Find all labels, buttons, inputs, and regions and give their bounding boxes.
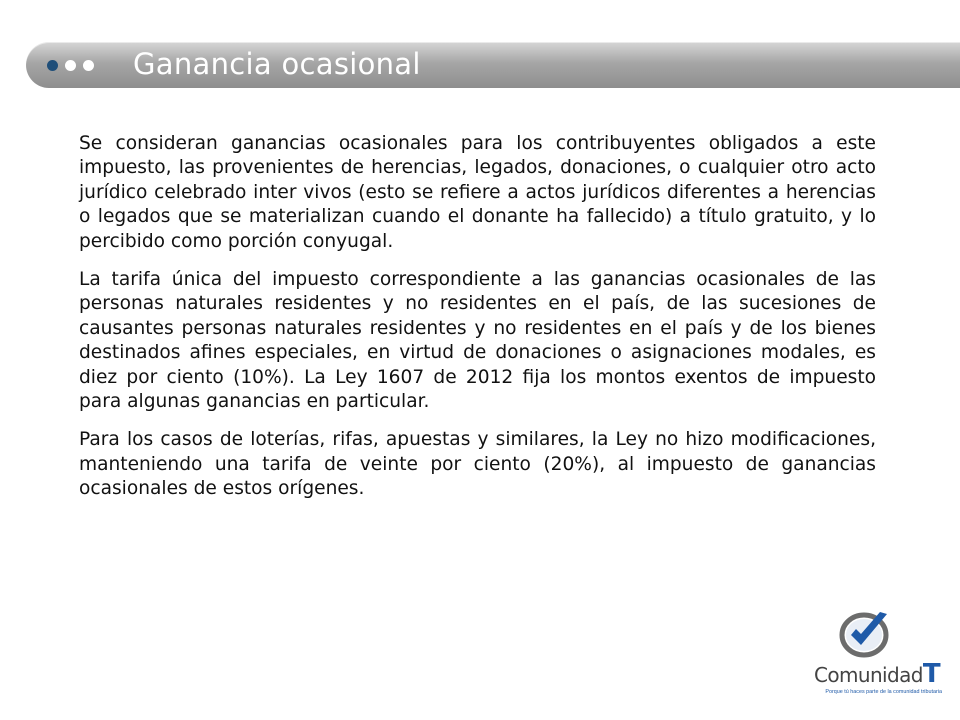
slide-body — [79, 132, 876, 516]
page-title: Ganancia ocasional — [133, 47, 421, 81]
logo-tagline: Porque tú haces parte de la comunidad tributaria — [825, 689, 942, 695]
paragraph: Se consideran ganancias ocasionales para los contribuyentes obligados a este impuesto, las provenientes de herencias, legados, donaciones, o cualquier otro acto jurídico celebrado inter vivos (esto se refiere a actos jurídicos diferentes a herencias o legados que se materializan cuando el donante ha fallecido) a título gratuito, y lo percibido como porción conyugal. — [79, 133, 876, 252]
logo-name-main: Comunidad — [814, 663, 923, 687]
dot-icon — [83, 60, 94, 71]
dot-icon — [47, 60, 58, 71]
checkmark-icon — [835, 604, 895, 664]
paragraph: La tarifa única del impuesto correspondiente a las ganancias ocasionales de las personas naturales residentes y no residentes en el país, de las sucesiones de causantes personas naturales residentes y no residentes en el país y de los bienes destinados afines especiales, en virtud de donaciones o asignaciones modales, es diez por ciento (10%). La Ley 1607 de 2012 fija los montos exentos de impuesto para algunas ganancias en particular. — [79, 269, 876, 413]
dot-icon — [65, 60, 76, 71]
comunidad-t-logo — [800, 604, 940, 704]
paragraph: Para los casos de loterías, rifas, apuestas y similares, la Ley no hizo modificaciones, manteniendo una tarifa de veinte por ciento (20%), al impuesto de ganancias ocasionales de estos orígenes. — [79, 429, 876, 500]
logo-name-letter: T — [922, 659, 940, 689]
logo-wordmark — [800, 659, 940, 689]
